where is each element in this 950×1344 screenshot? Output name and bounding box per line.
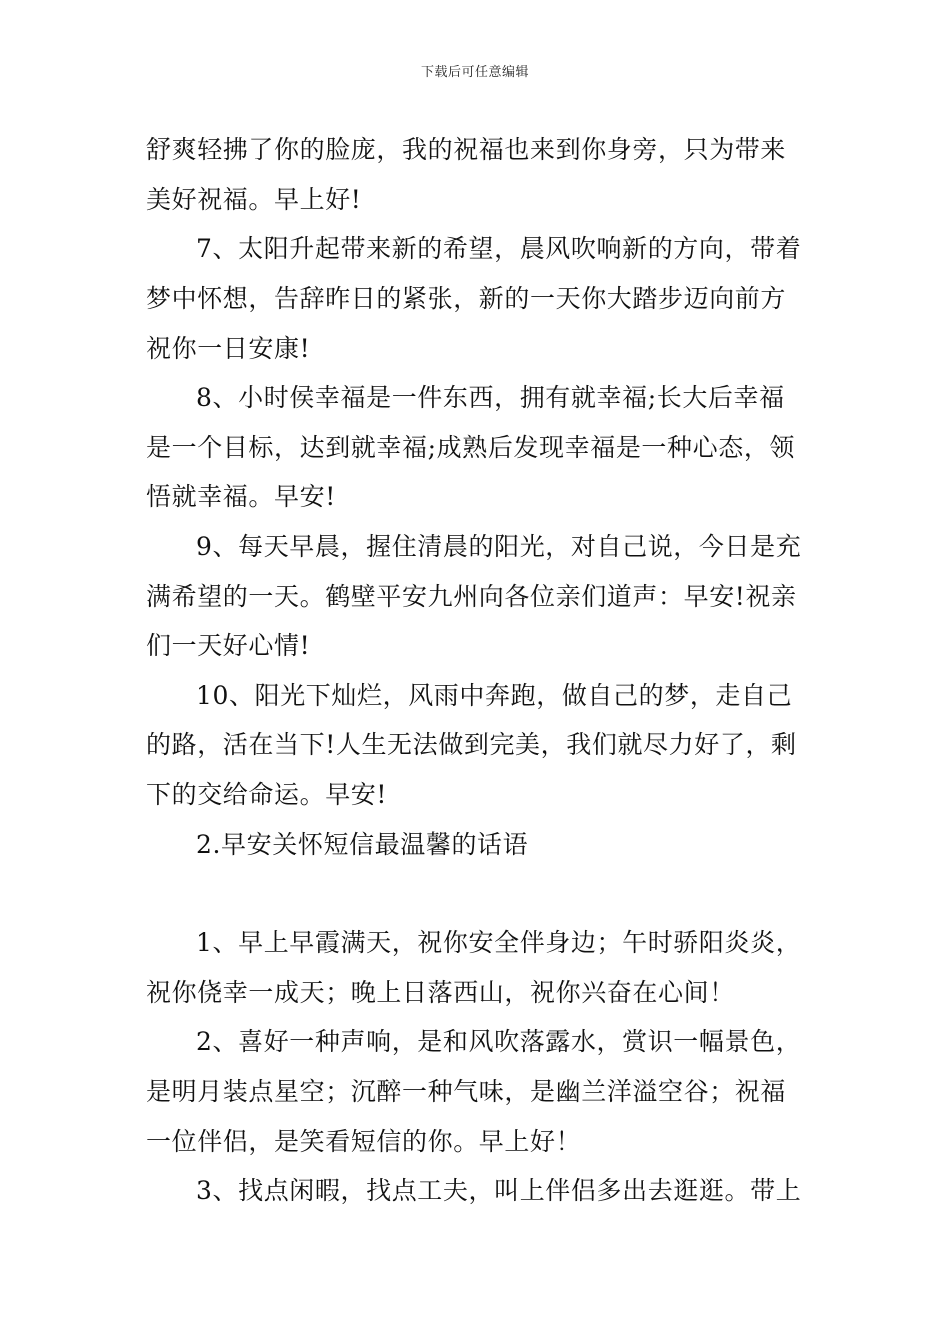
paragraph-line: 悟就幸福。早安! [146, 482, 336, 511]
paragraph-line: 2、喜好一种声响，是和风吹落露水，赏识一幅景色， [196, 1027, 802, 1056]
paragraph-line: 是一个目标，达到就幸福;成熟后发现幸福是一种心态，领 [146, 433, 796, 462]
page-header: 下载后可任意编辑 [420, 65, 529, 80]
paragraph-line: 的路，活在当下!人生无法做到完美，我们就尽力好了，剩 [146, 730, 797, 759]
paragraph-line: 下的交给命运。早安! [146, 780, 388, 809]
paragraph-line: 9、每天早晨，握住清晨的阳光，对自己说，今日是充 [196, 532, 802, 561]
paragraph-line: 梦中怀想，告辞昨日的紧张，新的一天你大踏步迈向前方 [146, 284, 787, 313]
paragraph-line: 10、阳光下灿烂，风雨中奔跑，做自己的梦，走自己 [196, 681, 793, 710]
paragraph-line: 是明月装点星空；沉醉一种气味，是幽兰洋溢空谷；祝福 [146, 1077, 787, 1106]
paragraph-line: 满希望的一天。鹤壁平安九州向各位亲们道声：早安!祝亲 [146, 582, 797, 611]
paragraph-line: 祝你一日安康! [146, 334, 311, 363]
paragraph-line: 1、早上早霞满天，祝你安全伴身边；午时骄阳炎炎， [196, 928, 802, 957]
paragraph-line: 8、小时侯幸福是一件东西，拥有就幸福;长大后幸福 [196, 383, 785, 412]
paragraph-line: 一位伴侣，是笑看短信的你。早上好！ [146, 1127, 582, 1156]
paragraph-line: 美好祝福。早上好! [146, 185, 362, 214]
paragraph-line: 3、找点闲暇，找点工夫，叫上伴侣多出去逛逛。带上 [196, 1176, 802, 1205]
paragraph-line: 舒爽轻拂了你的脸庞，我的祝福也来到你身旁，只为带来 [146, 135, 787, 164]
paragraph-line: 们一天好心情! [146, 631, 311, 660]
section-heading: 2.早安关怀短信最温馨的话语 [196, 830, 529, 859]
paragraph-line: 7、太阳升起带来新的希望，晨风吹响新的方向，带着 [196, 234, 802, 263]
paragraph-line: 祝你侥幸一成天；晚上日落西山，祝你兴奋在心间！ [146, 978, 735, 1007]
